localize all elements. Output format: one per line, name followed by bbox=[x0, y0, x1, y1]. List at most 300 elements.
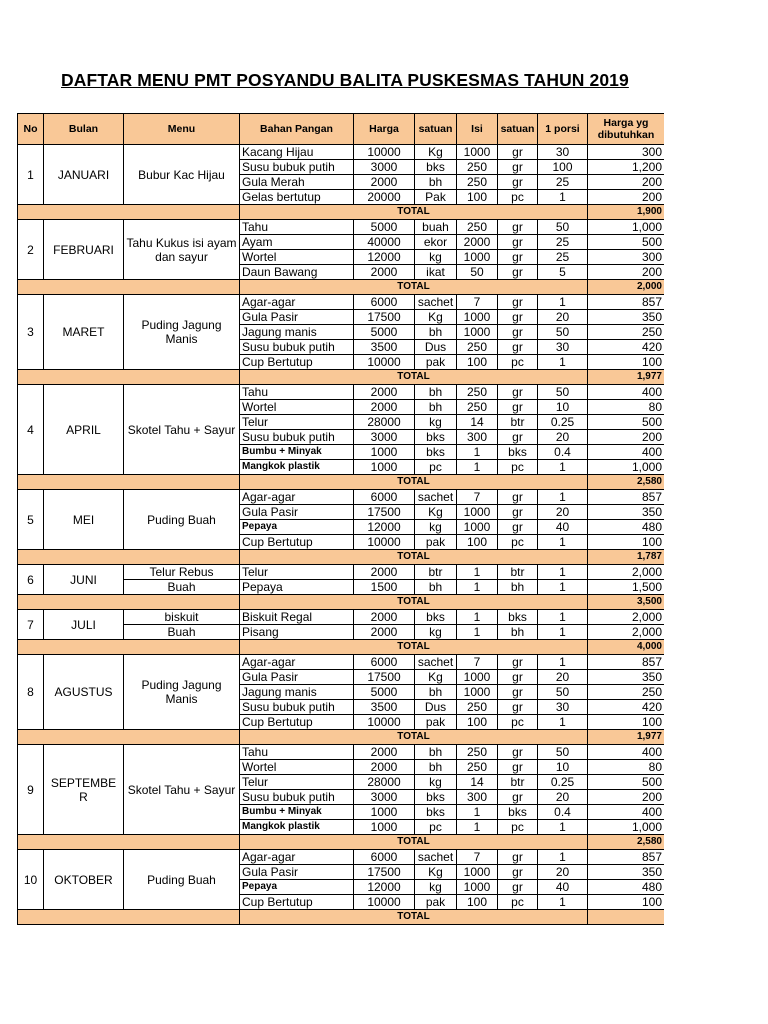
total-label: TOTAL bbox=[240, 835, 588, 850]
harga-dibutuhkan: 857 bbox=[588, 295, 665, 310]
satuan: pc bbox=[415, 820, 457, 835]
harga-dibutuhkan: 100 bbox=[588, 715, 665, 730]
satuan-2: pc bbox=[498, 820, 538, 835]
porsi: 0.25 bbox=[538, 775, 588, 790]
satuan-2: btr bbox=[498, 775, 538, 790]
harga-dibutuhkan: 250 bbox=[588, 685, 665, 700]
total-value: 1,977 bbox=[588, 730, 665, 745]
harga: 1000 bbox=[354, 805, 415, 820]
isi: 1000 bbox=[457, 685, 498, 700]
satuan-2: gr bbox=[498, 250, 538, 265]
document-title: DAFTAR MENU PMT POSYANDU BALITA PUSKESMAS TAHUN 2019 bbox=[61, 70, 629, 90]
bahan-pangan: Jagung manis bbox=[240, 325, 354, 340]
menu-name: biskuit bbox=[124, 610, 240, 625]
harga: 17500 bbox=[354, 310, 415, 325]
satuan: pc bbox=[415, 460, 457, 475]
satuan: bks bbox=[415, 160, 457, 175]
satuan: kg bbox=[415, 880, 457, 895]
harga: 2000 bbox=[354, 760, 415, 775]
month-name: JUNI bbox=[44, 565, 124, 595]
harga-dibutuhkan: 2,000 bbox=[588, 625, 665, 640]
satuan: pak bbox=[415, 355, 457, 370]
harga-dibutuhkan: 480 bbox=[588, 880, 665, 895]
menu-name: Buah bbox=[124, 580, 240, 595]
isi: 250 bbox=[457, 400, 498, 415]
satuan-2: btr bbox=[498, 415, 538, 430]
harga-dibutuhkan: 100 bbox=[588, 355, 665, 370]
row-number: 7 bbox=[18, 610, 44, 640]
total-row bbox=[18, 910, 665, 925]
month-name: JULI bbox=[44, 610, 124, 640]
bahan-pangan: Gelas bertutup bbox=[240, 190, 354, 205]
row-number: 10 bbox=[18, 850, 44, 910]
porsi: 30 bbox=[538, 340, 588, 355]
isi: 1 bbox=[457, 625, 498, 640]
harga: 10000 bbox=[354, 535, 415, 550]
harga-dibutuhkan: 200 bbox=[588, 190, 665, 205]
satuan-2: pc bbox=[498, 715, 538, 730]
header-1-porsi: 1 porsi bbox=[538, 114, 588, 145]
harga: 2000 bbox=[354, 265, 415, 280]
total-row bbox=[18, 205, 665, 220]
bahan-pangan: Gula Pasir bbox=[240, 670, 354, 685]
satuan-2: bks bbox=[498, 445, 538, 460]
satuan-2: gr bbox=[498, 700, 538, 715]
bahan-pangan: Telur bbox=[240, 775, 354, 790]
bahan-pangan: Gula Pasir bbox=[240, 310, 354, 325]
harga-dibutuhkan: 80 bbox=[588, 400, 665, 415]
satuan-2: gr bbox=[498, 430, 538, 445]
harga-dibutuhkan: 500 bbox=[588, 415, 665, 430]
harga: 12000 bbox=[354, 250, 415, 265]
harga-dibutuhkan: 1,200 bbox=[588, 160, 665, 175]
isi: 1 bbox=[457, 580, 498, 595]
satuan-2: gr bbox=[498, 340, 538, 355]
satuan-2: gr bbox=[498, 145, 538, 160]
row-number: 8 bbox=[18, 655, 44, 730]
porsi: 50 bbox=[538, 325, 588, 340]
table-row bbox=[18, 745, 665, 760]
bahan-pangan: Cup Bertutup bbox=[240, 895, 354, 910]
porsi: 20 bbox=[538, 310, 588, 325]
satuan-2: bh bbox=[498, 625, 538, 640]
harga: 10000 bbox=[354, 145, 415, 160]
harga-dibutuhkan: 400 bbox=[588, 745, 665, 760]
porsi: 40 bbox=[538, 880, 588, 895]
satuan: bks bbox=[415, 430, 457, 445]
satuan-2: gr bbox=[498, 520, 538, 535]
harga: 1500 bbox=[354, 580, 415, 595]
porsi: 0.4 bbox=[538, 805, 588, 820]
harga: 1000 bbox=[354, 445, 415, 460]
isi: 7 bbox=[457, 490, 498, 505]
isi: 250 bbox=[457, 385, 498, 400]
isi: 250 bbox=[457, 760, 498, 775]
isi: 1000 bbox=[457, 145, 498, 160]
harga: 5000 bbox=[354, 685, 415, 700]
month-name: APRIL bbox=[44, 385, 124, 475]
isi: 250 bbox=[457, 745, 498, 760]
total-row bbox=[18, 475, 665, 490]
porsi: 1 bbox=[538, 895, 588, 910]
harga: 3000 bbox=[354, 160, 415, 175]
satuan-2: gr bbox=[498, 265, 538, 280]
bahan-pangan: Mangkok plastik bbox=[240, 460, 354, 475]
menu-table-viewport bbox=[17, 113, 664, 954]
bahan-pangan: Susu bubuk putih bbox=[240, 700, 354, 715]
table-header-row bbox=[18, 114, 665, 145]
harga-dibutuhkan: 1,000 bbox=[588, 820, 665, 835]
table-row bbox=[18, 850, 665, 865]
satuan-2: gr bbox=[498, 880, 538, 895]
porsi: 1 bbox=[538, 625, 588, 640]
satuan: Dus bbox=[415, 340, 457, 355]
isi: 50 bbox=[457, 265, 498, 280]
satuan-2: gr bbox=[498, 385, 538, 400]
harga: 3000 bbox=[354, 430, 415, 445]
isi: 1000 bbox=[457, 670, 498, 685]
total-spacer bbox=[18, 910, 240, 925]
harga-dibutuhkan: 250 bbox=[588, 325, 665, 340]
bahan-pangan: Telur bbox=[240, 565, 354, 580]
harga: 3000 bbox=[354, 790, 415, 805]
month-name: MEI bbox=[44, 490, 124, 550]
satuan: kg bbox=[415, 625, 457, 640]
bahan-pangan: Telur bbox=[240, 415, 354, 430]
header-satuan-2: satuan bbox=[498, 114, 538, 145]
satuan-2: gr bbox=[498, 175, 538, 190]
bahan-pangan: Wortel bbox=[240, 250, 354, 265]
harga: 2000 bbox=[354, 625, 415, 640]
harga-dibutuhkan: 200 bbox=[588, 430, 665, 445]
month-name: AGUSTUS bbox=[44, 655, 124, 730]
bahan-pangan: Wortel bbox=[240, 400, 354, 415]
menu-name: Puding Jagung Manis bbox=[124, 655, 240, 730]
porsi: 50 bbox=[538, 745, 588, 760]
satuan-2: gr bbox=[498, 220, 538, 235]
satuan-2: bks bbox=[498, 610, 538, 625]
total-value: 1,977 bbox=[588, 370, 665, 385]
row-number: 3 bbox=[18, 295, 44, 370]
harga: 2000 bbox=[354, 400, 415, 415]
porsi: 25 bbox=[538, 250, 588, 265]
menu-name: Skotel Tahu + Sayur bbox=[124, 385, 240, 475]
harga: 10000 bbox=[354, 895, 415, 910]
harga-dibutuhkan: 1,000 bbox=[588, 460, 665, 475]
harga-dibutuhkan: 857 bbox=[588, 655, 665, 670]
harga-dibutuhkan: 350 bbox=[588, 310, 665, 325]
table-row bbox=[18, 610, 665, 625]
total-value: 1,900 bbox=[588, 205, 665, 220]
bahan-pangan: Pisang bbox=[240, 625, 354, 640]
porsi: 1 bbox=[538, 565, 588, 580]
menu-name: Bubur Kac Hijau bbox=[124, 145, 240, 205]
porsi: 1 bbox=[538, 820, 588, 835]
satuan-2: gr bbox=[498, 310, 538, 325]
total-value: 2,580 bbox=[588, 475, 665, 490]
bahan-pangan: Cup Bertutup bbox=[240, 535, 354, 550]
total-value: 4,000 bbox=[588, 640, 665, 655]
isi: 250 bbox=[457, 220, 498, 235]
harga: 2000 bbox=[354, 385, 415, 400]
satuan: ekor bbox=[415, 235, 457, 250]
isi: 7 bbox=[457, 655, 498, 670]
harga-dibutuhkan: 857 bbox=[588, 850, 665, 865]
harga: 3500 bbox=[354, 700, 415, 715]
total-spacer bbox=[18, 730, 240, 745]
satuan: bks bbox=[415, 610, 457, 625]
bahan-pangan: Susu bubuk putih bbox=[240, 160, 354, 175]
satuan: pak bbox=[415, 715, 457, 730]
porsi: 50 bbox=[538, 685, 588, 700]
table-row bbox=[18, 655, 665, 670]
total-spacer bbox=[18, 550, 240, 565]
satuan: pak bbox=[415, 535, 457, 550]
satuan-2: pc bbox=[498, 895, 538, 910]
satuan-2: gr bbox=[498, 160, 538, 175]
harga-dibutuhkan: 420 bbox=[588, 340, 665, 355]
porsi: 25 bbox=[538, 235, 588, 250]
header-menu: Menu bbox=[124, 114, 240, 145]
bahan-pangan: Bumbu + Minyak bbox=[240, 805, 354, 820]
row-number: 9 bbox=[18, 745, 44, 835]
isi: 1000 bbox=[457, 520, 498, 535]
total-value: 2,000 bbox=[588, 280, 665, 295]
harga-dibutuhkan: 350 bbox=[588, 670, 665, 685]
satuan: Kg bbox=[415, 505, 457, 520]
harga-dibutuhkan: 400 bbox=[588, 385, 665, 400]
satuan-2: gr bbox=[498, 490, 538, 505]
bahan-pangan: Agar-agar bbox=[240, 295, 354, 310]
satuan: Kg bbox=[415, 670, 457, 685]
total-row bbox=[18, 640, 665, 655]
bahan-pangan: Daun Bawang bbox=[240, 265, 354, 280]
porsi: 0.25 bbox=[538, 415, 588, 430]
row-number: 4 bbox=[18, 385, 44, 475]
porsi: 1 bbox=[538, 610, 588, 625]
satuan: sachet bbox=[415, 655, 457, 670]
isi: 1000 bbox=[457, 250, 498, 265]
bahan-pangan: Tahu bbox=[240, 745, 354, 760]
harga: 1000 bbox=[354, 820, 415, 835]
satuan-2: gr bbox=[498, 760, 538, 775]
bahan-pangan: Pepaya bbox=[240, 880, 354, 895]
harga: 1000 bbox=[354, 460, 415, 475]
total-value: 1,787 bbox=[588, 550, 665, 565]
satuan: bks bbox=[415, 805, 457, 820]
harga: 28000 bbox=[354, 415, 415, 430]
harga: 17500 bbox=[354, 505, 415, 520]
table-row bbox=[18, 220, 665, 235]
table-row bbox=[18, 490, 665, 505]
bahan-pangan: Susu bubuk putih bbox=[240, 340, 354, 355]
bahan-pangan: Cup Bertutup bbox=[240, 715, 354, 730]
harga-dibutuhkan: 100 bbox=[588, 895, 665, 910]
isi: 1000 bbox=[457, 880, 498, 895]
porsi: 1 bbox=[538, 715, 588, 730]
porsi: 1 bbox=[538, 190, 588, 205]
total-spacer bbox=[18, 475, 240, 490]
satuan-2: pc bbox=[498, 190, 538, 205]
satuan-2: gr bbox=[498, 400, 538, 415]
total-row bbox=[18, 730, 665, 745]
harga-dibutuhkan: 200 bbox=[588, 175, 665, 190]
satuan: bh bbox=[415, 175, 457, 190]
total-value bbox=[588, 910, 665, 925]
isi: 1000 bbox=[457, 310, 498, 325]
harga-dibutuhkan: 400 bbox=[588, 805, 665, 820]
harga-dibutuhkan: 350 bbox=[588, 505, 665, 520]
menu-table bbox=[17, 113, 664, 925]
porsi: 1 bbox=[538, 850, 588, 865]
satuan: Kg bbox=[415, 310, 457, 325]
header-satuan: satuan bbox=[415, 114, 457, 145]
harga: 10000 bbox=[354, 355, 415, 370]
harga-dibutuhkan: 500 bbox=[588, 775, 665, 790]
menu-name: Telur Rebus bbox=[124, 565, 240, 580]
porsi: 20 bbox=[538, 430, 588, 445]
isi: 7 bbox=[457, 295, 498, 310]
porsi: 30 bbox=[538, 700, 588, 715]
total-label: TOTAL bbox=[240, 205, 588, 220]
bahan-pangan: Agar-agar bbox=[240, 655, 354, 670]
satuan-2: gr bbox=[498, 670, 538, 685]
bahan-pangan: Tahu bbox=[240, 220, 354, 235]
harga: 6000 bbox=[354, 490, 415, 505]
total-label: TOTAL bbox=[240, 370, 588, 385]
satuan: bh bbox=[415, 760, 457, 775]
porsi: 1 bbox=[538, 580, 588, 595]
bahan-pangan: Agar-agar bbox=[240, 490, 354, 505]
month-name: SEPTEMBE R bbox=[44, 745, 124, 835]
satuan: btr bbox=[415, 565, 457, 580]
satuan-2: gr bbox=[498, 790, 538, 805]
isi: 100 bbox=[457, 715, 498, 730]
total-spacer bbox=[18, 370, 240, 385]
porsi: 1 bbox=[538, 655, 588, 670]
header-bahan-pangan: Bahan Pangan bbox=[240, 114, 354, 145]
satuan: kg bbox=[415, 775, 457, 790]
isi: 300 bbox=[457, 790, 498, 805]
harga-dibutuhkan: 400 bbox=[588, 445, 665, 460]
porsi: 0.4 bbox=[538, 445, 588, 460]
total-spacer bbox=[18, 835, 240, 850]
satuan-2: bh bbox=[498, 580, 538, 595]
isi: 100 bbox=[457, 895, 498, 910]
porsi: 20 bbox=[538, 670, 588, 685]
satuan: bh bbox=[415, 385, 457, 400]
total-label: TOTAL bbox=[240, 730, 588, 745]
month-name: MARET bbox=[44, 295, 124, 370]
isi: 250 bbox=[457, 700, 498, 715]
harga-dibutuhkan: 200 bbox=[588, 790, 665, 805]
satuan-2: gr bbox=[498, 745, 538, 760]
porsi: 1 bbox=[538, 535, 588, 550]
total-spacer bbox=[18, 280, 240, 295]
harga: 2000 bbox=[354, 745, 415, 760]
porsi: 20 bbox=[538, 505, 588, 520]
porsi: 1 bbox=[538, 490, 588, 505]
table-row bbox=[18, 295, 665, 310]
total-row bbox=[18, 550, 665, 565]
satuan-2: pc bbox=[498, 460, 538, 475]
satuan: sachet bbox=[415, 295, 457, 310]
month-name: JANUARI bbox=[44, 145, 124, 205]
harga-dibutuhkan: 1,500 bbox=[588, 580, 665, 595]
satuan: Pak bbox=[415, 190, 457, 205]
menu-name: Puding Buah bbox=[124, 490, 240, 550]
table-row bbox=[18, 565, 665, 580]
harga-dibutuhkan: 480 bbox=[588, 520, 665, 535]
satuan: kg bbox=[415, 250, 457, 265]
satuan: buah bbox=[415, 220, 457, 235]
isi: 1000 bbox=[457, 505, 498, 520]
isi: 250 bbox=[457, 340, 498, 355]
bahan-pangan: Tahu bbox=[240, 385, 354, 400]
satuan: Kg bbox=[415, 145, 457, 160]
satuan: bh bbox=[415, 580, 457, 595]
total-label: TOTAL bbox=[240, 595, 588, 610]
bahan-pangan: Biskuit Regal bbox=[240, 610, 354, 625]
satuan-2: gr bbox=[498, 325, 538, 340]
satuan-2: gr bbox=[498, 235, 538, 250]
bahan-pangan: Pepaya bbox=[240, 520, 354, 535]
harga-dibutuhkan: 300 bbox=[588, 250, 665, 265]
porsi: 30 bbox=[538, 145, 588, 160]
bahan-pangan: Bumbu + Minyak bbox=[240, 445, 354, 460]
porsi: 1 bbox=[538, 295, 588, 310]
total-row bbox=[18, 595, 665, 610]
harga: 5000 bbox=[354, 220, 415, 235]
isi: 250 bbox=[457, 160, 498, 175]
total-label: TOTAL bbox=[240, 640, 588, 655]
satuan-2: gr bbox=[498, 505, 538, 520]
isi: 100 bbox=[457, 535, 498, 550]
isi: 1000 bbox=[457, 865, 498, 880]
total-label: TOTAL bbox=[240, 910, 588, 925]
satuan-2: bks bbox=[498, 805, 538, 820]
bahan-pangan: Cup Bertutup bbox=[240, 355, 354, 370]
porsi: 1 bbox=[538, 460, 588, 475]
porsi: 1 bbox=[538, 355, 588, 370]
menu-name: Skotel Tahu + Sayur bbox=[124, 745, 240, 835]
harga: 2000 bbox=[354, 175, 415, 190]
harga-dibutuhkan: 350 bbox=[588, 865, 665, 880]
harga: 2000 bbox=[354, 565, 415, 580]
porsi: 20 bbox=[538, 865, 588, 880]
isi: 2000 bbox=[457, 235, 498, 250]
satuan: bh bbox=[415, 745, 457, 760]
porsi: 50 bbox=[538, 385, 588, 400]
month-name: FEBRUARI bbox=[44, 220, 124, 280]
satuan: bh bbox=[415, 325, 457, 340]
isi: 250 bbox=[457, 175, 498, 190]
harga-dibutuhkan: 100 bbox=[588, 535, 665, 550]
satuan-2: gr bbox=[498, 865, 538, 880]
harga-dibutuhkan: 2,000 bbox=[588, 610, 665, 625]
table-row bbox=[18, 385, 665, 400]
harga-dibutuhkan: 1,000 bbox=[588, 220, 665, 235]
porsi: 20 bbox=[538, 790, 588, 805]
total-row bbox=[18, 370, 665, 385]
satuan-2: gr bbox=[498, 685, 538, 700]
satuan: bks bbox=[415, 790, 457, 805]
harga: 17500 bbox=[354, 865, 415, 880]
harga-dibutuhkan: 300 bbox=[588, 145, 665, 160]
bahan-pangan: Ayam bbox=[240, 235, 354, 250]
harga-dibutuhkan: 200 bbox=[588, 265, 665, 280]
satuan-2: gr bbox=[498, 655, 538, 670]
